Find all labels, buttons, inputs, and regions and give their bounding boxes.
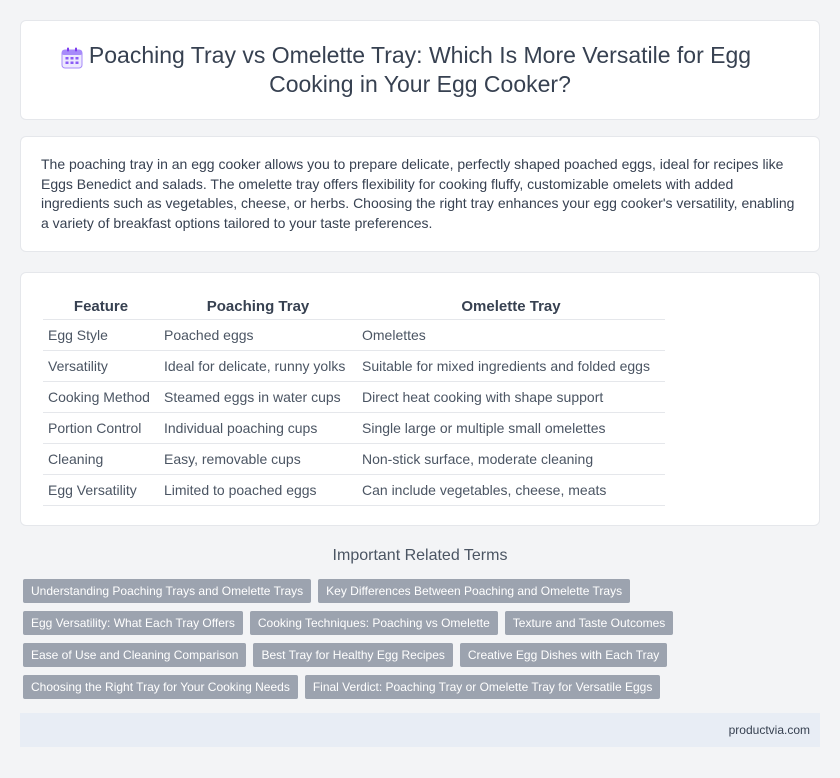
table-cell: Egg Style [43,319,159,350]
table-cell: Can include vegetables, cheese, meats [357,474,665,505]
related-term-link[interactable]: Final Verdict: Poaching Tray or Omelette Tray for Versatile Eggs [305,675,661,699]
related-term-link[interactable]: Egg Versatility: What Each Tray Offers [23,611,243,635]
related-term-link[interactable]: Texture and Taste Outcomes [505,611,674,635]
header-card [20,20,820,120]
header-poaching-tray: Poaching Tray [159,293,357,319]
table-row [43,474,665,505]
table-row [43,412,665,443]
table-cell: Versatility [43,350,159,381]
chip-row [23,611,823,635]
related-terms-title: Important Related Terms [332,547,508,564]
table-row [43,443,665,474]
table-cell: Omelettes [357,319,665,350]
table-cell: Easy, removable cups [159,443,357,474]
table-row [43,319,665,350]
header-feature: Feature [43,293,159,319]
table-cell: Steamed eggs in water cups [159,381,357,412]
related-term-link[interactable]: Best Tray for Healthy Egg Recipes [253,643,452,667]
table-cell: Cooking Method [43,381,159,412]
related-term-link[interactable]: Cooking Techniques: Poaching vs Omelette [250,611,498,635]
table-cell: Suitable for mixed ingredients and folded eggs [357,350,665,381]
chip-row [23,643,823,667]
related-term-link[interactable]: Choosing the Right Tray for Your Cooking Needs [23,675,298,699]
table-row [43,350,665,381]
footer-site[interactable]: productvia.com [728,723,810,737]
comparison-card [20,272,820,526]
related-term-link[interactable]: Key Differences Between Poaching and Omelette Trays [318,579,630,603]
table-cell: Direct heat cooking with shape support [357,381,665,412]
related-term-link[interactable]: Ease of Use and Cleaning Comparison [23,643,246,667]
table-cell: Individual poaching cups [159,412,357,443]
table-cell: Egg Versatility [43,474,159,505]
table-header-row [43,293,665,319]
chip-row [23,579,823,603]
table-cell: Portion Control [43,412,159,443]
related-terms-list [23,579,823,707]
chip-row [23,675,823,699]
table-cell: Poached eggs [159,319,357,350]
page-title: Poaching Tray vs Omelette Tray: Which Is More Versatile for Egg Cooking in Your Egg Cooker? [88,42,752,97]
related-term-link[interactable]: Creative Egg Dishes with Each Tray [460,643,667,667]
header-omelette-tray: Omelette Tray [357,293,665,319]
table-cell: Non-stick surface, moderate cleaning [357,443,665,474]
table-cell: Limited to poached eggs [159,474,357,505]
footer [20,713,820,747]
table-cell: Ideal for delicate, runny yolks [159,350,357,381]
intro-card [20,136,820,252]
intro-text: The poaching tray in an egg cooker allows you to prepare delicate, perfectly shaped poached eggs, ideal for recipes like Eggs Benedict and salads. The omelette tray offers flexibility for cooking fluffy, customizable omelets with added ingredients such as vegetables, cheese, or herbs. Choosing the right tray enhances your egg cooker's versatility, enabling a variety of breakfast options tailored to your taste preferences. [41,156,795,231]
comparison-table [43,293,665,506]
related-term-link[interactable]: Understanding Poaching Trays and Omelette Trays [23,579,311,603]
table-cell: Single large or multiple small omelettes [357,412,665,443]
table-cell: Cleaning [43,443,159,474]
table-row [43,381,665,412]
